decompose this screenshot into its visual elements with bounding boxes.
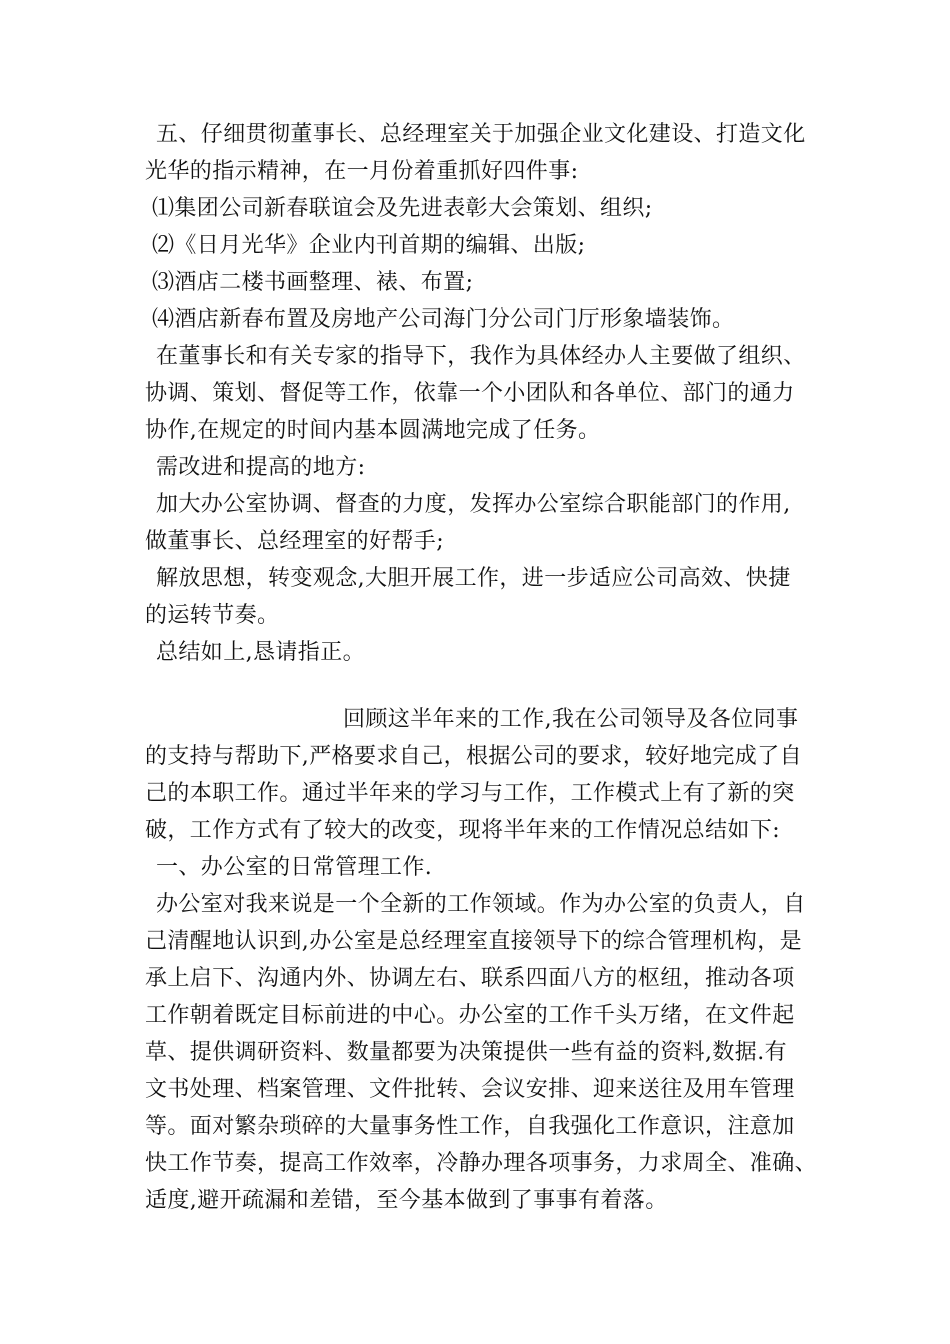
paragraph-line: 五、仔细贯彻董事长、总经理室关于加强企业文化建设、打造文化 — [156, 122, 806, 147]
subheading: 需改进和提高的地方: — [156, 455, 366, 480]
section-one-body — [145, 116, 835, 671]
paragraph-line: 工作朝着既定目标前进的中心。办公室的工作千头万绪，在文件起 — [145, 1003, 795, 1028]
paragraph-line: 光华的指示精神，在一月份着重抓好四件事: — [145, 159, 579, 184]
paragraph-line: 办公室对我来说是一个全新的工作领域。作为办公室的负责人，自 — [156, 892, 806, 917]
paragraph-line: 协作,在规定的时间内基本圆满地完成了任务。 — [145, 418, 601, 443]
paragraph-line: 适度,避开疏漏和差错，至今基本做到了事事有着落。 — [145, 1188, 668, 1213]
paragraph-line: 等。面对繁杂琐碎的大量事务性工作，自我强化工作意识，注意加 — [145, 1114, 795, 1139]
paragraph-line: 己的本职工作。通过半年来的学习与工作，工作模式上有了新的突 — [145, 781, 795, 806]
list-item: ⑵《日月光华》企业内刊首期的编辑、出版; — [152, 233, 586, 258]
list-item: ⑷酒店新春布置及房地产公司海门分公司门厅形象墙装饰。 — [152, 307, 735, 332]
section-heading: 一、办公室的日常管理工作. — [156, 855, 433, 880]
list-item: ⑶酒店二楼书画整理、裱、布置; — [152, 270, 474, 295]
closing-line: 总结如上,恳请指正。 — [156, 640, 365, 665]
paragraph-line: 文书处理、档案管理、文件批转、会议安排、迎来送往及用车管理 — [145, 1077, 795, 1102]
paragraph-line: 协调、策划、督促等工作，依靠一个小团队和各单位、部门的通力 — [145, 381, 795, 406]
paragraph-line: 做董事长、总经理室的好帮手; — [145, 529, 445, 554]
paragraph-line: 回顾这半年来的工作,我在公司领导及各位同事 — [343, 707, 799, 732]
paragraph-line: 的支持与帮助下,严格要求自己，根据公司的要求，较好地完成了自 — [145, 744, 802, 769]
paragraph-line: 破，工作方式有了较大的改变，现将半年来的工作情况总结如下: — [145, 818, 781, 843]
paragraph-line: 在董事长和有关专家的指导下，我作为具体经办人主要做了组织、 — [156, 344, 806, 369]
paragraph-line: 承上启下、沟通内外、协调左右、联系四面八方的枢纽，推动各项 — [145, 966, 795, 991]
paragraph-line: 己清醒地认识到,办公室是总经理室直接领导下的综合管理机构，是 — [145, 929, 802, 954]
paragraph-line: 解放思想，转变观念,大胆开展工作，进一步适应公司高效、快捷 — [156, 566, 791, 591]
paragraph-line: 加大办公室协调、督查的力度，发挥办公室综合职能部门的作用, — [156, 492, 791, 517]
paragraph-line: 的运转节奏。 — [145, 603, 280, 628]
paragraph-line: 草、提供调研资料、数量都要为决策提供一些有益的资料,数据.有 — [145, 1040, 787, 1065]
list-item: ⑴集团公司新春联谊会及先进表彰大会策划、组织; — [152, 196, 653, 221]
section-two-body — [145, 701, 835, 1219]
paragraph-line: 快工作节奏，提高工作效率，冷静办理各项事务，力求周全、准确、 — [145, 1151, 818, 1176]
